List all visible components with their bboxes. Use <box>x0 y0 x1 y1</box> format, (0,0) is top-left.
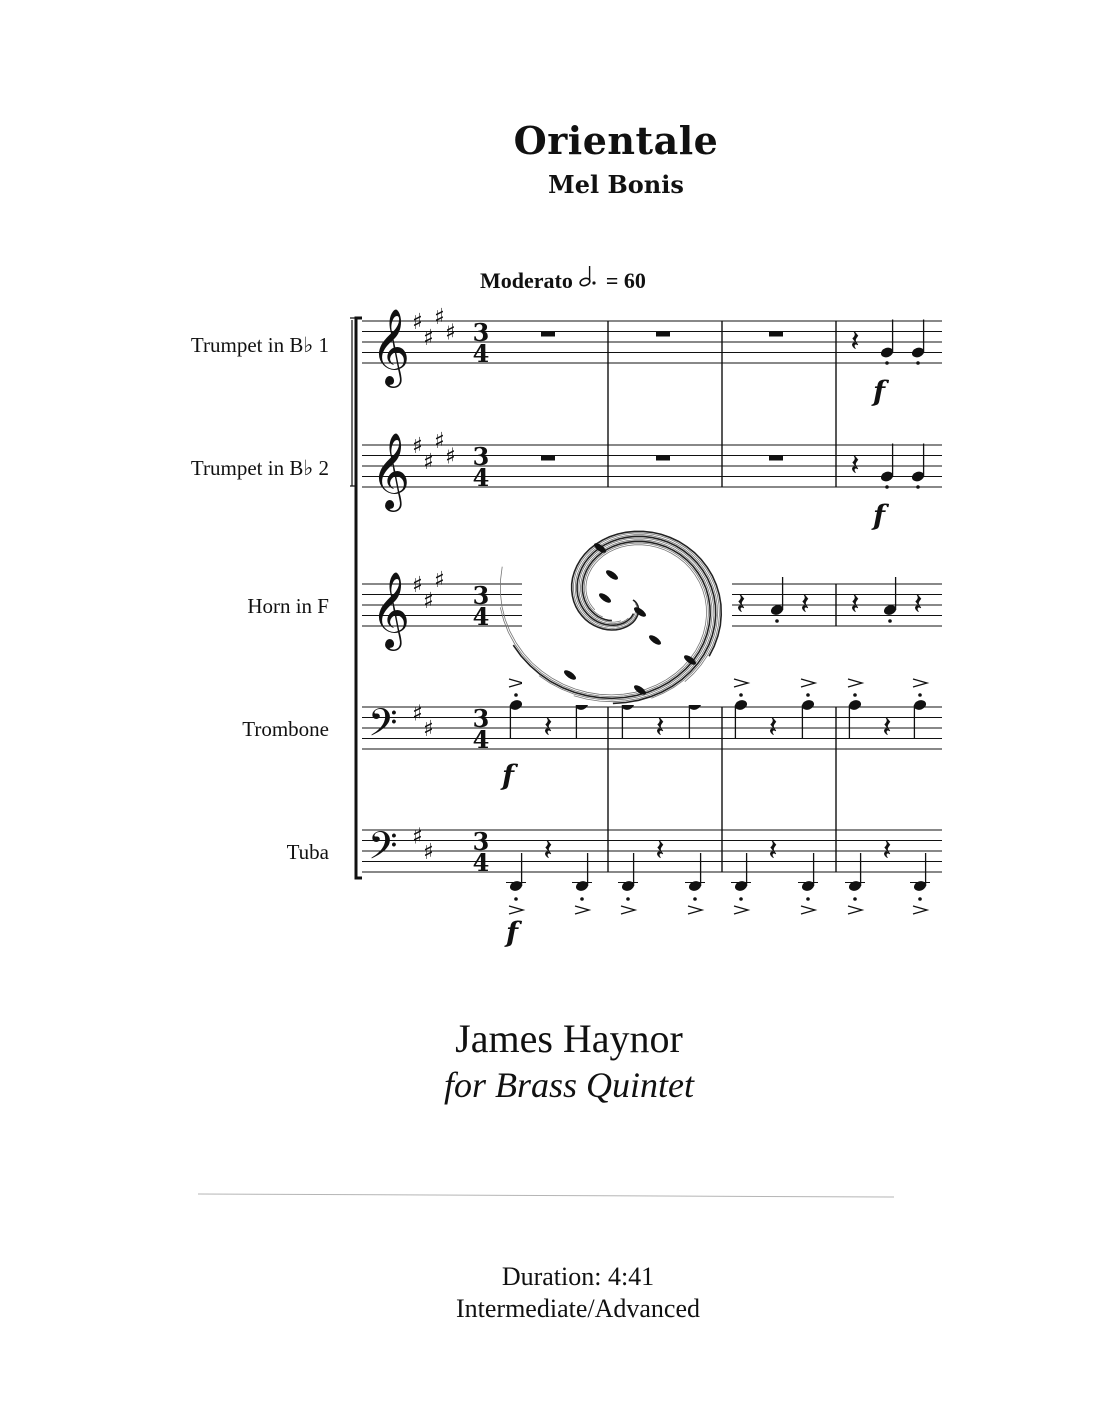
sharp-icon: ♯ <box>412 824 423 850</box>
whole-rest <box>656 456 670 461</box>
quarter-rest: 𝄽 <box>800 587 810 622</box>
system-brace <box>350 318 362 878</box>
quarter-rest: 𝄽 <box>882 710 892 745</box>
staccato-dot <box>918 693 922 697</box>
divider-line <box>198 1193 894 1197</box>
quarter-rest: 𝄽 <box>768 833 778 868</box>
time-signature-denominator: 4 <box>472 725 490 754</box>
accent-mark <box>734 906 748 914</box>
quarter-rest: 𝄽 <box>655 710 665 745</box>
sharp-icon: ♯ <box>423 449 434 475</box>
staccato-dot <box>885 485 889 489</box>
bass-clef-icon: 𝄢 <box>368 700 398 754</box>
sharp-icon: ♯ <box>423 717 434 742</box>
staccato-dot <box>693 897 697 901</box>
accent-mark <box>913 906 927 914</box>
staccato-dot <box>580 897 584 901</box>
accent-mark <box>801 679 815 687</box>
accent-mark <box>688 906 702 914</box>
swirl-distortion <box>500 495 732 705</box>
staccato-dot <box>739 897 743 901</box>
accent-mark <box>801 906 815 914</box>
staccato-dot <box>918 897 922 901</box>
dynamic-forte: f <box>505 916 519 949</box>
accent-mark <box>734 679 748 687</box>
time-signature-numerator: 3 <box>472 581 490 610</box>
staccato-dot <box>888 619 892 623</box>
staccato-dot <box>739 693 743 697</box>
staccato-dot <box>916 361 920 365</box>
quarter-rest: 𝄽 <box>913 587 923 622</box>
time-signature-denominator: 4 <box>472 848 490 877</box>
quarter-rest: 𝄽 <box>655 833 665 868</box>
staccato-dot <box>806 897 810 901</box>
key-signatures <box>412 305 456 865</box>
sharp-icon: ♯ <box>412 701 423 727</box>
time-signature-denominator: 4 <box>472 463 490 492</box>
time-signature-numerator: 3 <box>472 442 490 471</box>
treble-clef-icon: 𝄞 <box>371 571 411 648</box>
instrument-label-horn: Horn in F <box>247 594 329 618</box>
sharp-icon: ♯ <box>412 434 423 459</box>
score-title: Orientale <box>513 118 719 163</box>
duration-text: Duration: 4:41 <box>501 1262 655 1291</box>
quarter-rest: 𝄽 <box>736 587 746 622</box>
accent-mark <box>509 679 523 687</box>
staccato-dot <box>806 693 810 697</box>
sharp-icon: ♯ <box>434 567 445 593</box>
treble-clef-icon: 𝄞 <box>371 432 411 509</box>
accent-mark <box>621 906 635 914</box>
whole-rest <box>656 332 670 337</box>
sharp-icon: ♯ <box>423 325 434 351</box>
staccato-dot <box>853 693 857 697</box>
dynamic-forte: f <box>501 759 515 792</box>
original-composer: Mel Bonis <box>548 170 684 199</box>
staccato-dot <box>916 485 920 489</box>
whole-rest <box>769 332 783 337</box>
sharp-icon: ♯ <box>423 588 434 614</box>
tempo-text: Moderato <box>480 268 573 293</box>
time-signature-denominator: 4 <box>472 602 490 631</box>
quarter-rest: 𝄽 <box>850 587 860 622</box>
quarter-rest: 𝄽 <box>850 448 860 483</box>
accent-mark <box>575 906 589 914</box>
sharp-icon: ♯ <box>445 444 456 470</box>
accent-mark <box>848 679 862 687</box>
quarter-rest: 𝄽 <box>882 833 892 868</box>
staccato-dot <box>885 361 889 365</box>
staccato-dot <box>514 897 518 901</box>
difficulty-level: Intermediate/Advanced <box>456 1294 700 1323</box>
time-signatures <box>473 318 490 877</box>
sharp-icon: ♯ <box>434 304 445 330</box>
bass-clef-icon: 𝄢 <box>368 823 398 877</box>
whole-rest <box>541 456 555 461</box>
accent-mark <box>509 906 523 914</box>
time-signature-numerator: 3 <box>472 827 490 856</box>
sharp-icon: ♯ <box>412 310 423 335</box>
ensemble-label: for Brass Quintet <box>443 1065 694 1105</box>
staccato-dot <box>853 897 857 901</box>
quarter-rest: 𝄽 <box>768 710 778 745</box>
staccato-dot <box>514 693 518 697</box>
quarter-rest: 𝄽 <box>543 833 553 868</box>
instrument-label-trombone: Trombone <box>242 717 329 741</box>
time-signature-numerator: 3 <box>472 704 490 733</box>
swirl-background <box>522 495 732 705</box>
instrument-label-trumpet-1: Trumpet in B♭ 1 <box>190 333 329 357</box>
quarter-rest: 𝄽 <box>543 710 553 745</box>
time-signature-numerator: 3 <box>472 318 490 347</box>
instrument-label-trumpet-2: Trumpet in B♭ 2 <box>190 456 329 480</box>
sharp-icon: ♯ <box>434 428 445 454</box>
accent-mark <box>913 679 927 687</box>
dynamic-forte: f <box>872 499 886 532</box>
tempo-bpm: = 60 <box>605 268 646 293</box>
sharp-icon: ♯ <box>423 840 434 865</box>
sharp-icon: ♯ <box>412 573 423 598</box>
instrument-label-tuba: Tuba <box>286 840 329 864</box>
whole-rest <box>769 456 783 461</box>
staccato-dot <box>626 897 630 901</box>
whole-rest <box>541 332 555 337</box>
sharp-icon: ♯ <box>445 320 456 346</box>
quarter-rest: 𝄽 <box>850 324 860 359</box>
treble-clef-icon: 𝄞 <box>371 308 411 385</box>
time-signature-denominator: 4 <box>472 339 490 368</box>
clefs <box>368 308 410 877</box>
accent-mark <box>848 906 862 914</box>
staccato-dot <box>775 619 779 623</box>
dynamic-forte: f <box>872 375 886 408</box>
arranger-name: James Haynor <box>455 1016 683 1061</box>
